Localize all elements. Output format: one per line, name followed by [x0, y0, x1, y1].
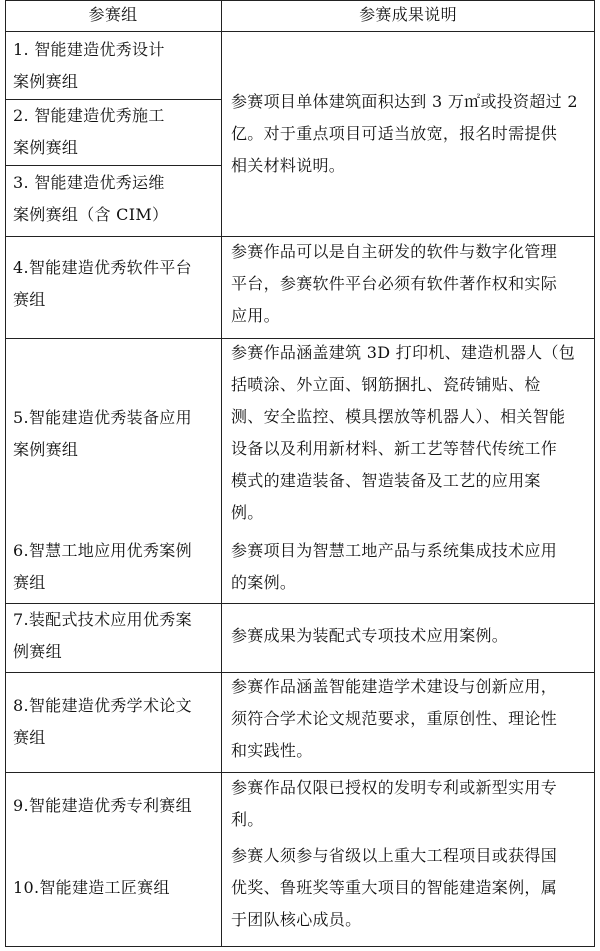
header-group: 参赛组	[88, 5, 138, 24]
description-2-line-3: 应用。	[231, 306, 280, 325]
description-3-line-3: 测、安全监控、模具摆放等机器人）、相关智能	[231, 407, 566, 426]
description-4-line-2: 的案例。	[231, 573, 297, 592]
group-4	[13, 252, 223, 316]
group-2-line-2: 案例赛组	[13, 138, 79, 157]
table-border-bottom	[5, 946, 595, 947]
group-6-line-1: 6.智慧工地应用优秀案例	[13, 541, 192, 560]
group-9	[13, 790, 223, 822]
description-3	[231, 337, 589, 529]
description-2-line-2: 平台，参赛软件平台必须有软件著作权和实际	[231, 274, 558, 293]
group-2	[13, 100, 223, 164]
description-5	[231, 620, 589, 652]
description-1	[231, 86, 589, 182]
header-divider	[5, 31, 595, 32]
description-6	[231, 671, 589, 767]
description-3-line-6: 例。	[231, 503, 264, 522]
description-4-line-1: 参赛项目为智慧工地产品与系统集成技术应用	[231, 541, 558, 560]
description-7-line-1: 参赛作品仅限已授权的发明专利或新型实用专	[231, 778, 558, 797]
group-4-line-2: 赛组	[13, 290, 46, 309]
group-5-line-1: 5.智能建造优秀装备应用	[13, 408, 192, 427]
group-10-line-1: 10.智能建造工匠赛组	[13, 878, 170, 897]
row-divider	[5, 165, 222, 166]
description-8-line-3: 于团队核心成员。	[231, 910, 362, 929]
group-7	[13, 604, 223, 668]
table-border-left	[5, 0, 6, 947]
description-3-line-1: 参赛作品涵盖建筑 3D 打印机、建造机器人（包	[231, 343, 576, 362]
group-10	[13, 872, 223, 904]
group-1	[13, 34, 223, 98]
group-3-line-2: 案例赛组（含 CIM）	[13, 205, 169, 224]
description-5-line-1: 参赛成果为装配式专项技术应用案例。	[231, 626, 509, 645]
description-3-line-2: 括喷涂、外立面、钢筋捆扎、瓷砖铺贴、检	[231, 375, 541, 394]
description-6-line-1: 参赛作品涵盖智能建造学术建设与创新应用，	[231, 677, 558, 696]
description-8	[231, 840, 589, 936]
description-8-line-2: 优奖、鲁班奖等重大项目的智能建造案例，属	[231, 878, 558, 897]
description-7	[231, 772, 589, 836]
group-7-line-1: 7.装配式技术应用优秀案	[13, 610, 192, 629]
group-3	[13, 167, 223, 231]
description-3-line-4: 设备以及利用新材料、新工艺等替代传统工作	[231, 439, 558, 458]
group-8-line-2: 赛组	[13, 728, 46, 747]
header-description: 参赛成果说明	[359, 5, 457, 24]
group-1-line-2: 案例赛组	[13, 72, 79, 91]
description-4	[231, 535, 589, 599]
description-2-line-1: 参赛作品可以是自主研发的软件与数字化管理	[231, 242, 558, 261]
group-6	[13, 535, 223, 599]
description-6-line-2: 须符合学术论文规范要求，重原创性、理论性	[231, 709, 558, 728]
group-8-line-1: 8.智能建造优秀学术论文	[13, 696, 192, 715]
group-6-line-2: 赛组	[13, 573, 46, 592]
description-7-line-2: 利。	[231, 810, 264, 829]
description-8-line-1: 参赛人须参与省级以上重大工程项目或获得国	[231, 846, 558, 865]
group-9-line-1: 9.智能建造优秀专利赛组	[13, 796, 192, 815]
group-4-line-1: 4.智能建造优秀软件平台	[13, 258, 192, 277]
description-6-line-3: 和实践性。	[231, 741, 313, 760]
table-border-right	[594, 0, 595, 947]
group-7-line-2: 例赛组	[13, 642, 62, 661]
group-5-line-2: 案例赛组	[13, 440, 79, 459]
description-3-line-5: 模式的建造装备、智造装备及工艺的应用案	[231, 471, 541, 490]
description-1-line-1: 参赛项目单体建筑面积达到 3 万㎡或投资超过 2	[231, 92, 578, 111]
description-2	[231, 236, 589, 332]
description-1-line-2: 亿。对于重点项目可适当放宽，报名时需提供	[231, 124, 558, 143]
group-5	[13, 402, 223, 466]
group-8	[13, 690, 223, 754]
group-3-line-1: 3. 智能建造优秀运维	[13, 173, 165, 192]
group-2-line-1: 2. 智能建造优秀施工	[13, 106, 165, 125]
group-1-line-1: 1. 智能建造优秀设计	[13, 40, 165, 59]
description-1-line-3: 相关材料说明。	[231, 156, 346, 175]
competition-table	[5, 0, 595, 947]
